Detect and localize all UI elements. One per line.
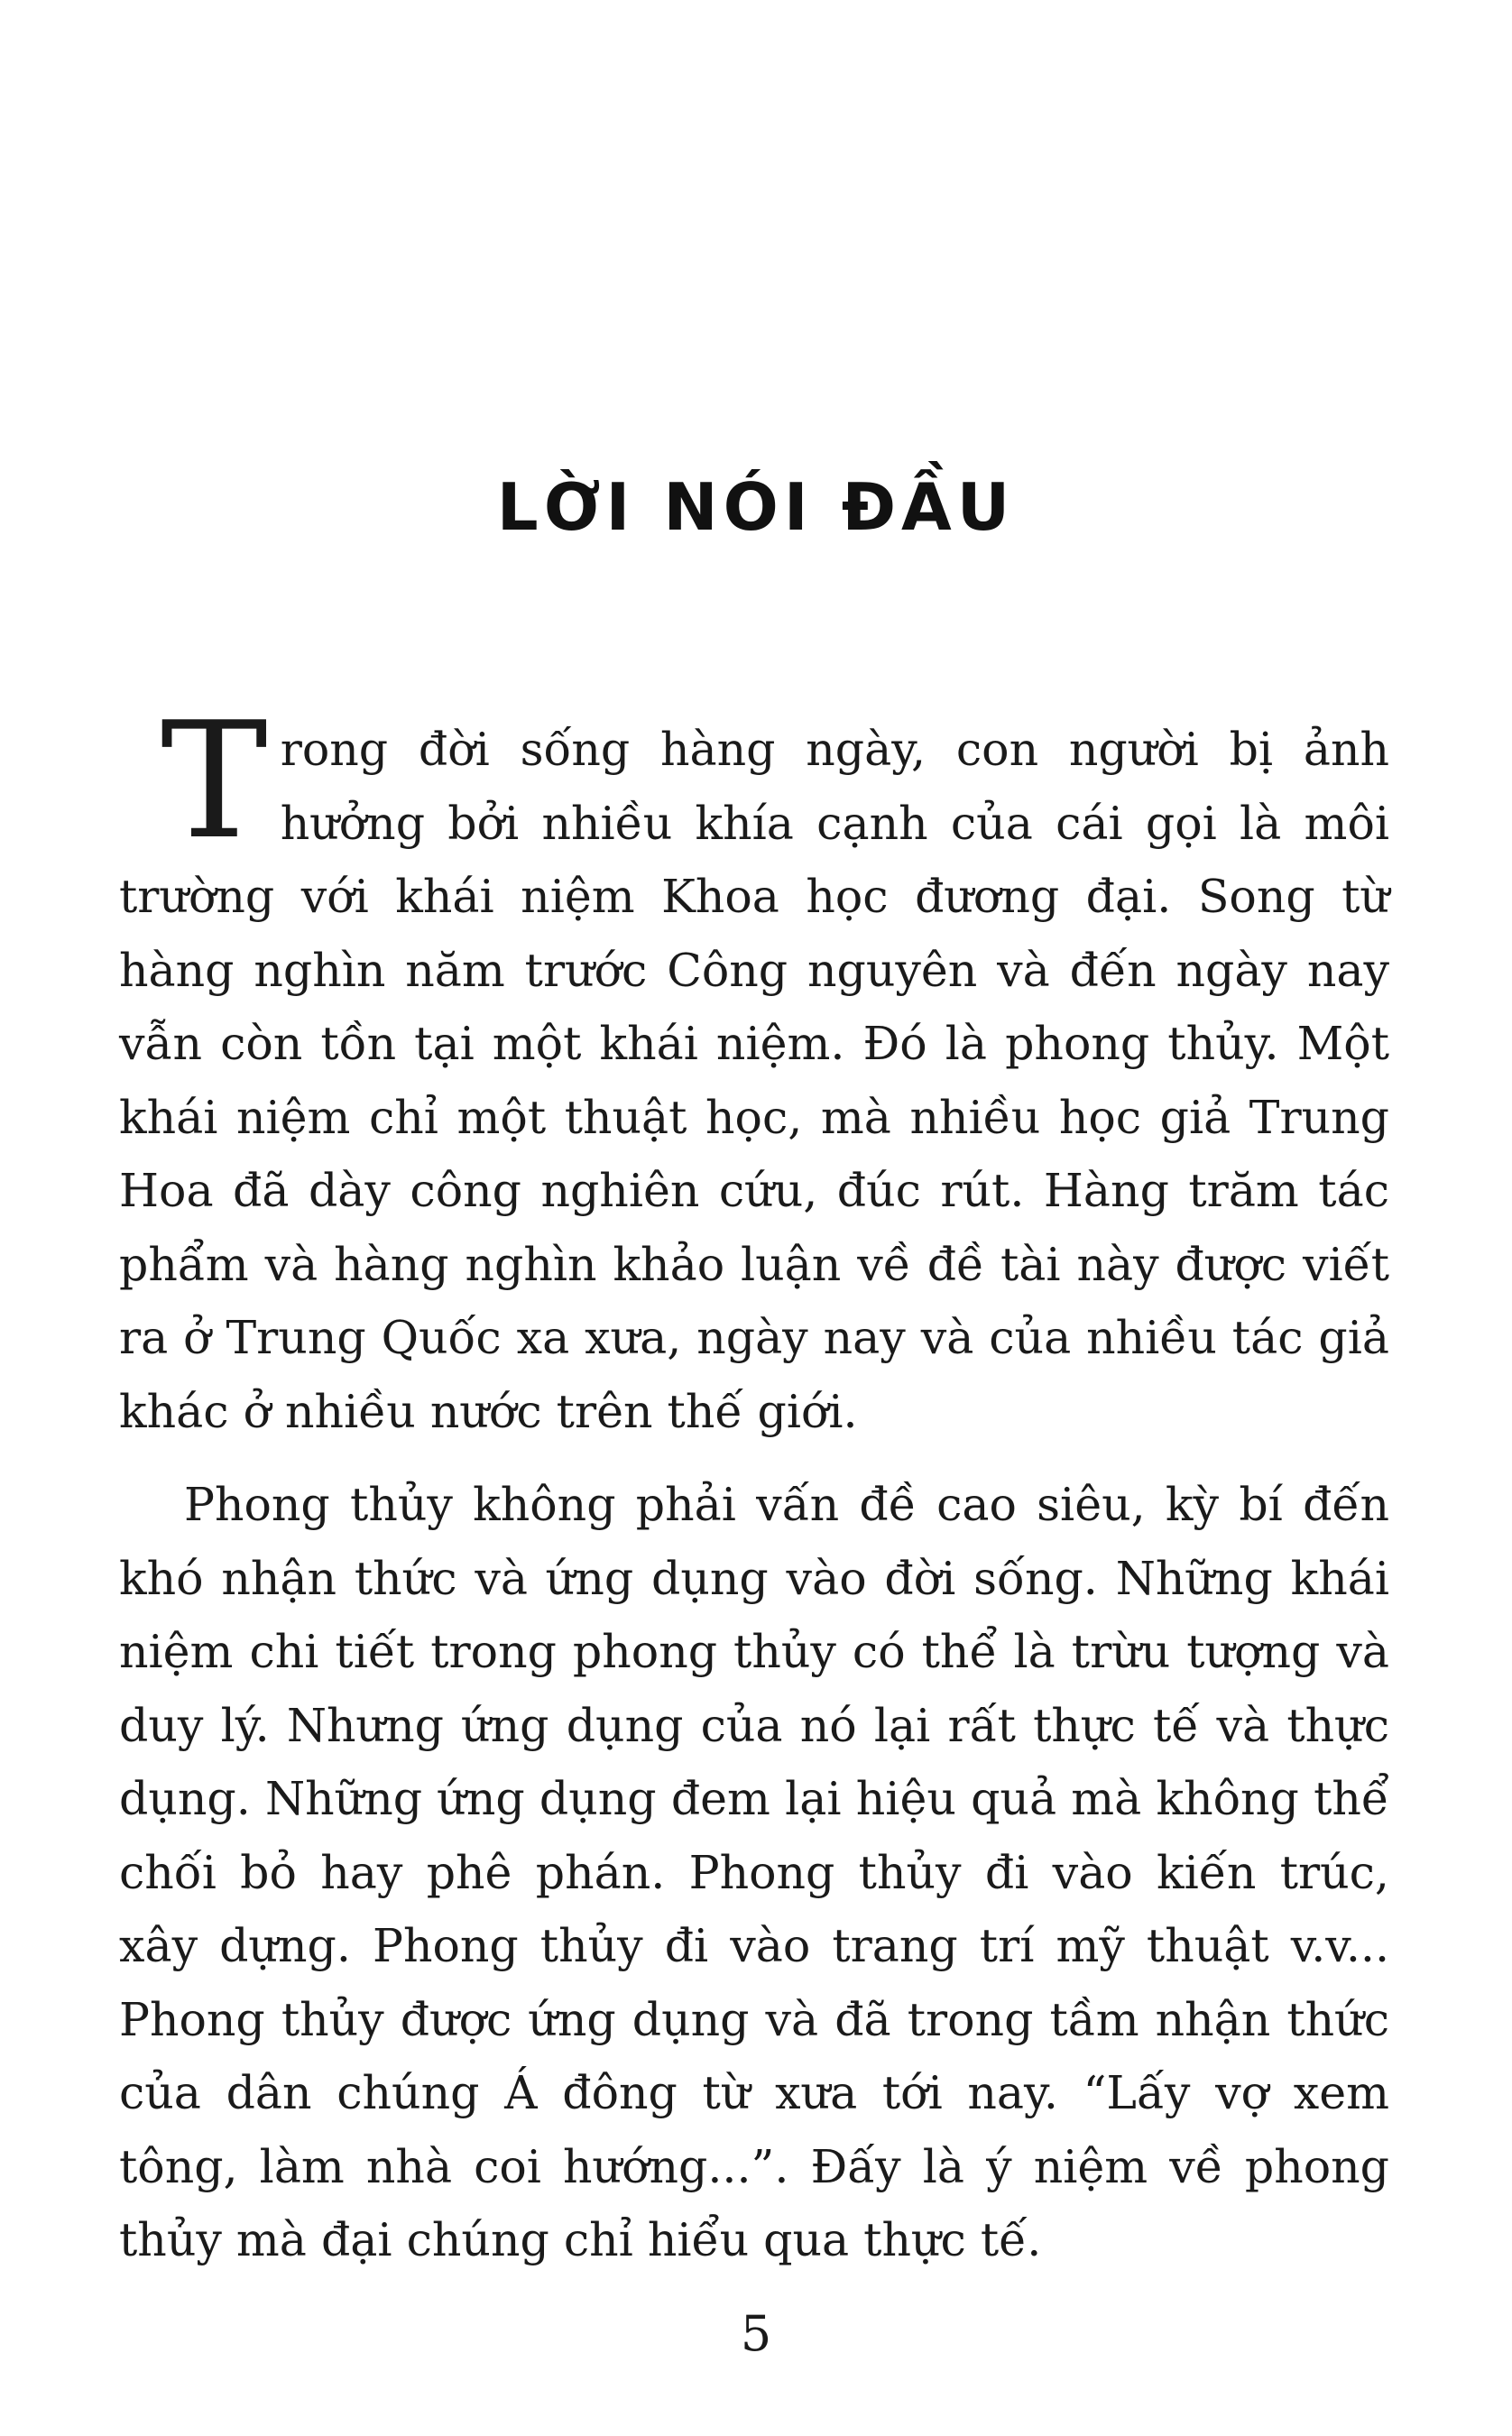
paragraph-2: Phong thủy không phải vấn đề cao siêu, kỳ bí đến khó nhận thức và ứng dụng vào đời sống. Những khái niệm chi tiết trong phong thủy có thể là trừu tượng và duy lý. Nhưng ứng dụng của nó lại rất thực tế và thực dụng. Những ứng dụng đem lại hiệu quả mà không thể chối bỏ hay phê phán. Phong thủy đi vào kiến trúc, xây dựng. Phong thủy đi vào trang trí mỹ thuật v.v... Phong thủy được ứng dụng và đã trong tầm nhận thức của dân chúng Á đông từ xưa tới nay. “Lấy vợ xem tông, làm nhà coi hướng...”. Đấy là ý niệm về phong thủy mà đại chúng chỉ hiểu qua thực tế. xyxy=(119,1478,1389,2266)
page-number: 5 xyxy=(740,2305,772,2362)
body-text xyxy=(119,687,1389,2277)
paragraph-1: Trong đời sống hàng ngày, con người bị ảnh hưởng bởi nhiều khía cạnh của cái gọi là môi trường với khái niệm Khoa học đương đại. Song từ hàng nghìn năm trước Công nguyên và đến ngày nay vẫn còn tồn tại một khái niệm. Đó là phong thủy. Một khái niệm chỉ một thuật học, mà nhiều học giả Trung Hoa đã dày công nghiên cứu, đúc rút. Hàng trăm tác phẩm và hàng nghìn khảo luận về đề tài này được viết ra ở Trung Quốc xa xưa, ngày nay và của nhiều tác giả khác ở nhiều nước trên thế giới. xyxy=(119,687,1389,1438)
page-title: LỜI NÓI ĐẦU xyxy=(496,469,1016,545)
